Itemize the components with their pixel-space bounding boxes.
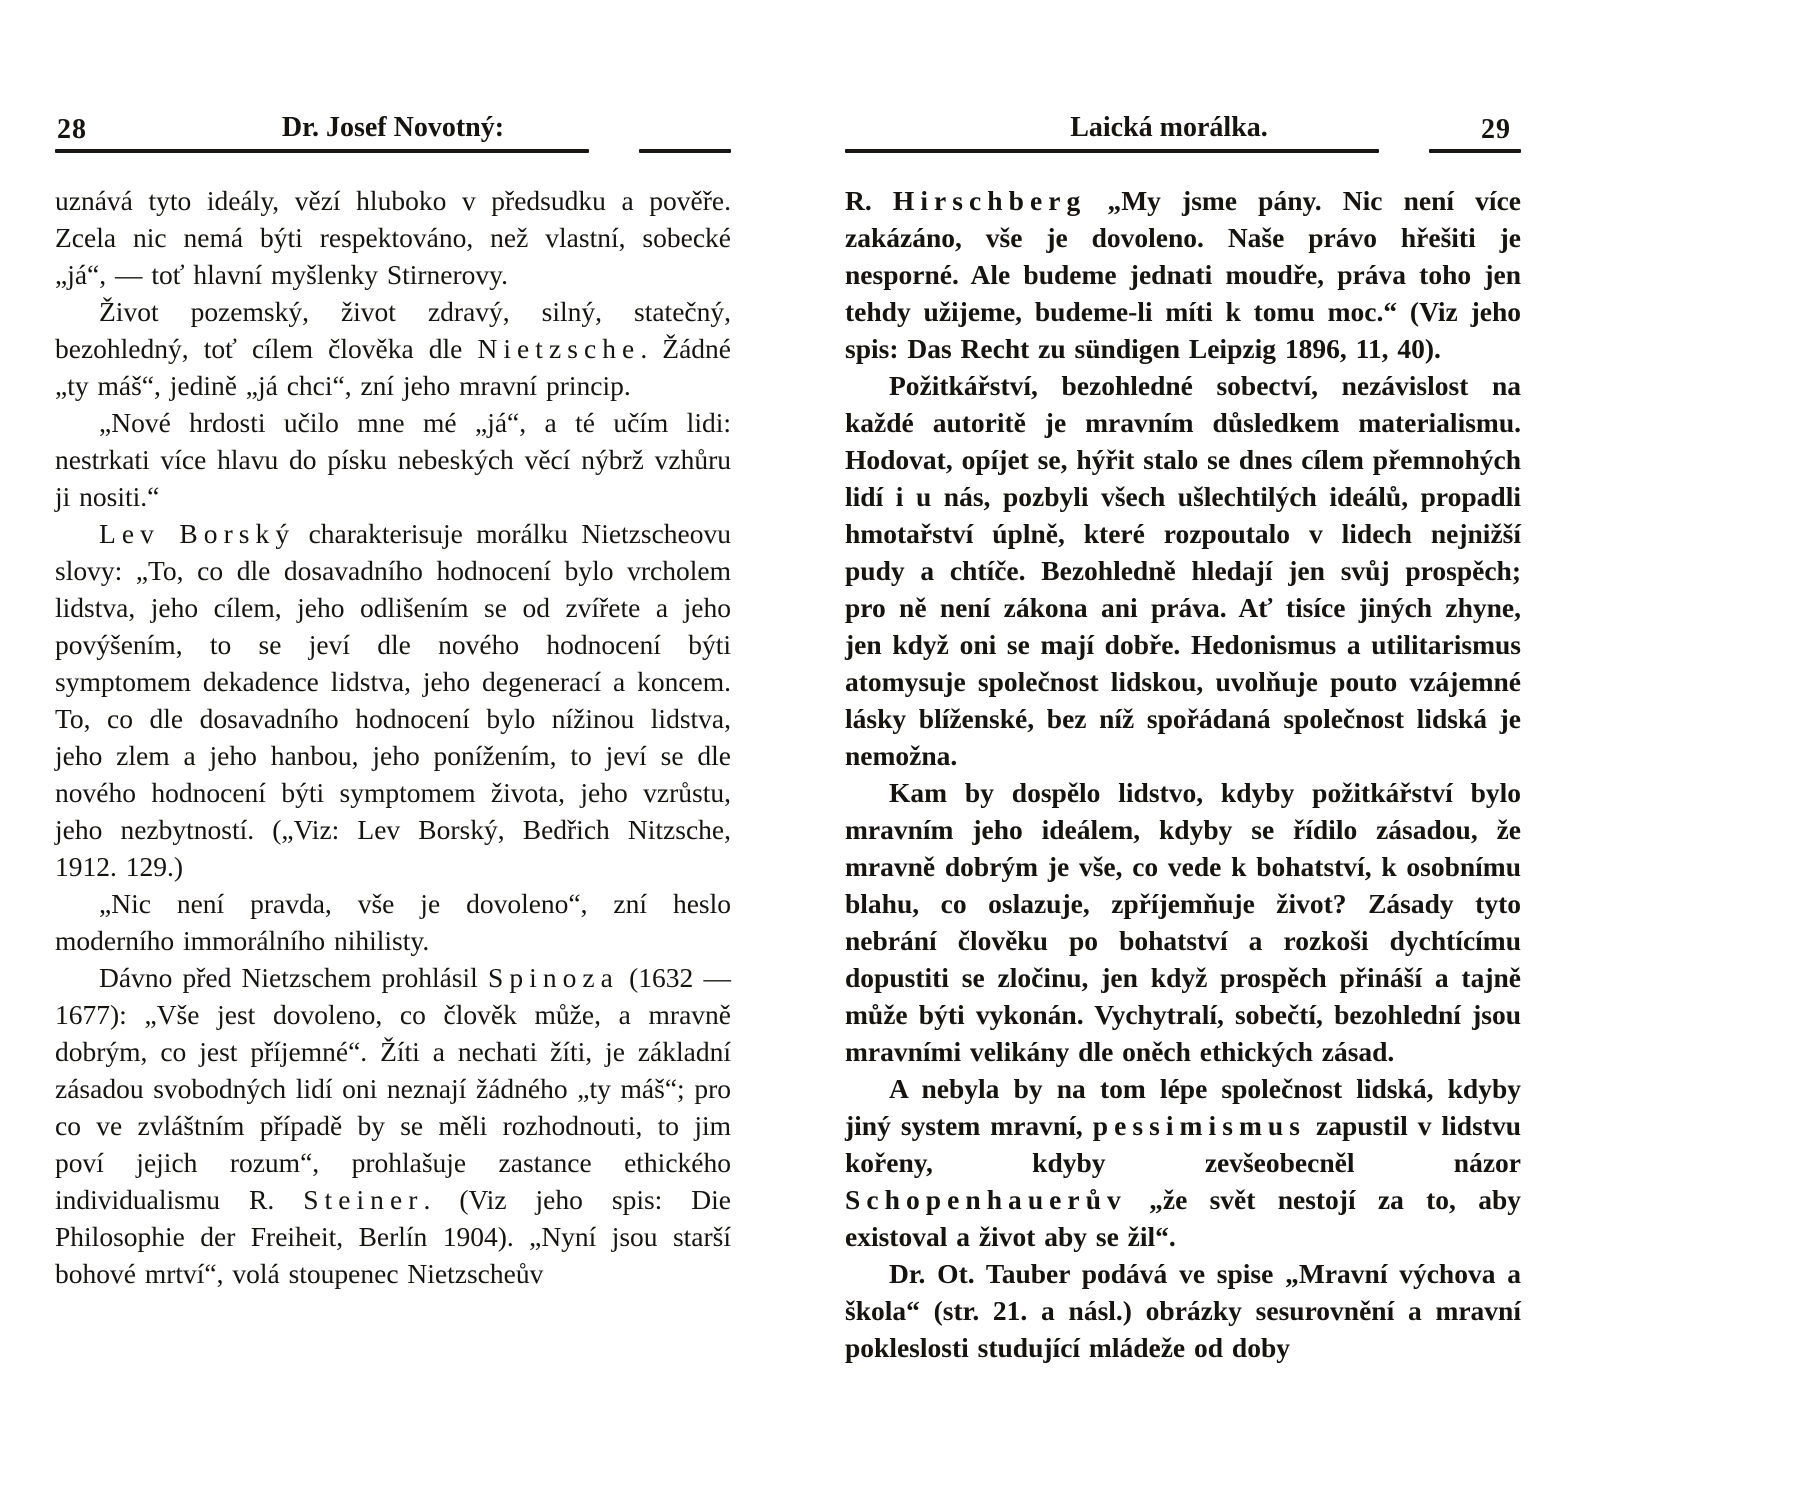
text-run: Dr. Ot. Tauber podává ve spise „Mravní výchova a škola“ (str. 21. a násl.) obrázky sesurovnění a mravní pokleslosti studující mládeže od doby bbox=[845, 1258, 1521, 1363]
page-header bbox=[845, 112, 1521, 156]
letterspaced-name: Lev Borský bbox=[99, 518, 296, 549]
page-left bbox=[55, 112, 731, 1500]
page-number: 29 bbox=[1481, 114, 1511, 145]
paragraph bbox=[845, 1255, 1521, 1366]
text-run: Požitkářství, bezohledné sobectví, nezávislost na každé autoritě je mravním důsledkem materialismu. Hodovat, opíjet se, hýřit stalo se dnes cílem přemnohých lidí i u nás, pozbyli všech ušlechtilých ideálů, propadli hmotařství úplně, které rozpoutalo v lidech nejnižší pudy a chtíče. Bezohledně hledají jen svůj prospěch; pro ně není zákona ani práva. Ať tisíce jiných zhyne, jen když oni se mají dobře. Hedonismus a utilitarismus atomysuje společnost lidskou, uvolňuje pouto vzájemné lásky blíženské, bez níž spořádaná společnost lidská je nemožna. bbox=[845, 370, 1521, 771]
text-run: zapustil v lidstvu kořeny, kdyby zevšeobecněl názor bbox=[845, 1110, 1521, 1178]
letterspaced-name: Nietzsche bbox=[477, 333, 641, 364]
letterspaced-name: Schopenhauerův bbox=[845, 1184, 1127, 1215]
paragraph bbox=[55, 182, 731, 293]
paragraph bbox=[55, 293, 731, 404]
text-run: A nebyla by na tom lépe společnost lidská, kdyby jiný system mravní, bbox=[845, 1073, 1521, 1141]
rule-segment-short bbox=[639, 149, 731, 153]
text-run: (1632 — 1677): „Vše jest dovoleno, co člověk může, a mravně dobrým, co jest příjemné“. Žíti a nechati žíti, je základní zásadou svobodných lidí oni neznají žádného „ty máš“; pro co ve zvláštním případě by se měli rozhodnouti, to jim poví jejich rozum“, prohlašuje zastance ethického individualismu R. bbox=[55, 962, 731, 1215]
header-rule bbox=[845, 149, 1521, 153]
paragraph bbox=[55, 404, 731, 515]
letterspaced-name: Hirschberg bbox=[892, 185, 1087, 216]
text-run: „Nové hrdosti učilo mne mé „já“, a té učím lidi: nestrkati více hlavu do písku nebeských věcí nýbrž vzhůru ji nositi.“ bbox=[55, 407, 731, 512]
paragraph bbox=[55, 515, 731, 885]
text-run: Kam by dospělo lidstvo, kdyby požitkářství bylo mravním jeho ideálem, kdyby se řídilo zásadou, že mravně dobrým je vše, co vede k bohatství, k osobnímu blahu, co oslazuje, zpříjemňuje život? Zásady tyto nebrání člověku po bohatství a rozkoši dychtícímu dopustiti se zločinu, jen když prospěch přináší a tajně může býti vykonán. Vychytralí, sobečtí, bezohlední jsou mravními velikány dle oněch ethických zásad. bbox=[845, 777, 1521, 1067]
running-title: Laická morálka. bbox=[1070, 112, 1268, 143]
header-rule bbox=[55, 149, 731, 153]
page-body bbox=[55, 182, 731, 1292]
rule-segment-long bbox=[845, 149, 1379, 153]
text-run: . Žádné „ty máš“, jedině „já chci“, zní jeho mravní princip. bbox=[55, 333, 731, 401]
paragraph bbox=[845, 774, 1521, 1070]
text-run: „My jsme pány. Nic není více zakázáno, vše je dovoleno. Naše právo hřešiti je nesporné. Ale budeme jednati moudře, práva toho jen tehdy užijeme, budeme-li míti k tomu moc.“ (Viz jeho spis: Das Recht zu sündigen Leipzig 1896, 11, 40). bbox=[845, 185, 1521, 364]
paragraph bbox=[845, 1070, 1521, 1255]
paragraph bbox=[845, 367, 1521, 774]
text-run: charakterisuje morálku Nietzscheovu slovy: „To, co dle dosavadního hodnocení bylo vrcholem lidstva, jeho cílem, jeho odlišením se od zvířete a jeho povýšením, to se jeví dle nového hodnocení býti symptomem dekadence lidstva, jeho degenerací a koncem. To, co dle dosavadního hodnocení bylo nížinou lidstva, jeho zlem a jeho hanbou, jeho ponížením, to jeví se dle nového hodnocení býti symptomem života, jeho vzrůstu, jeho nezbytností. („Viz: Lev Borský, Bedřich Nitzsche, 1912. 129.) bbox=[55, 518, 731, 882]
rule-segment-long bbox=[55, 149, 589, 153]
letterspaced-name: Spinoza bbox=[487, 962, 619, 993]
text-run: R. bbox=[845, 185, 893, 216]
paragraph bbox=[845, 182, 1521, 367]
text-run: „Nic není pravda, vše je dovoleno“, zní heslo moderního immorálního nihilisty. bbox=[55, 888, 731, 956]
text-run: uznává tyto ideály, vězí hluboko v předsudku a pověře. Zcela nic nemá býti respektováno, než vlastní, sobecké „já“, — toť hlavní myšlenky Stirnerovy. bbox=[55, 185, 731, 290]
text-run: „že svět nestojí za to, aby existoval a život aby se žil“. bbox=[845, 1184, 1521, 1252]
page-number: 28 bbox=[57, 114, 87, 145]
text-run: Dávno před Nietzschem prohlásil bbox=[99, 962, 488, 993]
paragraph bbox=[55, 885, 731, 959]
text-run: Život pozemský, život zdravý, silný, statečný, bezohledný, toť cílem člověka dle bbox=[55, 296, 731, 364]
page-body bbox=[845, 182, 1521, 1366]
page-header bbox=[55, 112, 731, 156]
page-right bbox=[845, 112, 1521, 1500]
text-run: . (Viz jeho spis: Die Philosophie der Freiheit, Berlín 1904). „Nyní jsou starší bohové mrtví“, volá stoupenec Nietzscheův bbox=[55, 1184, 731, 1289]
letterspaced-name: pessimismus bbox=[1092, 1110, 1307, 1141]
rule-segment-short bbox=[1429, 149, 1521, 153]
running-title: Dr. Josef Novotný: bbox=[281, 112, 505, 143]
letterspaced-name: Steiner bbox=[303, 1184, 424, 1215]
paragraph bbox=[55, 959, 731, 1292]
